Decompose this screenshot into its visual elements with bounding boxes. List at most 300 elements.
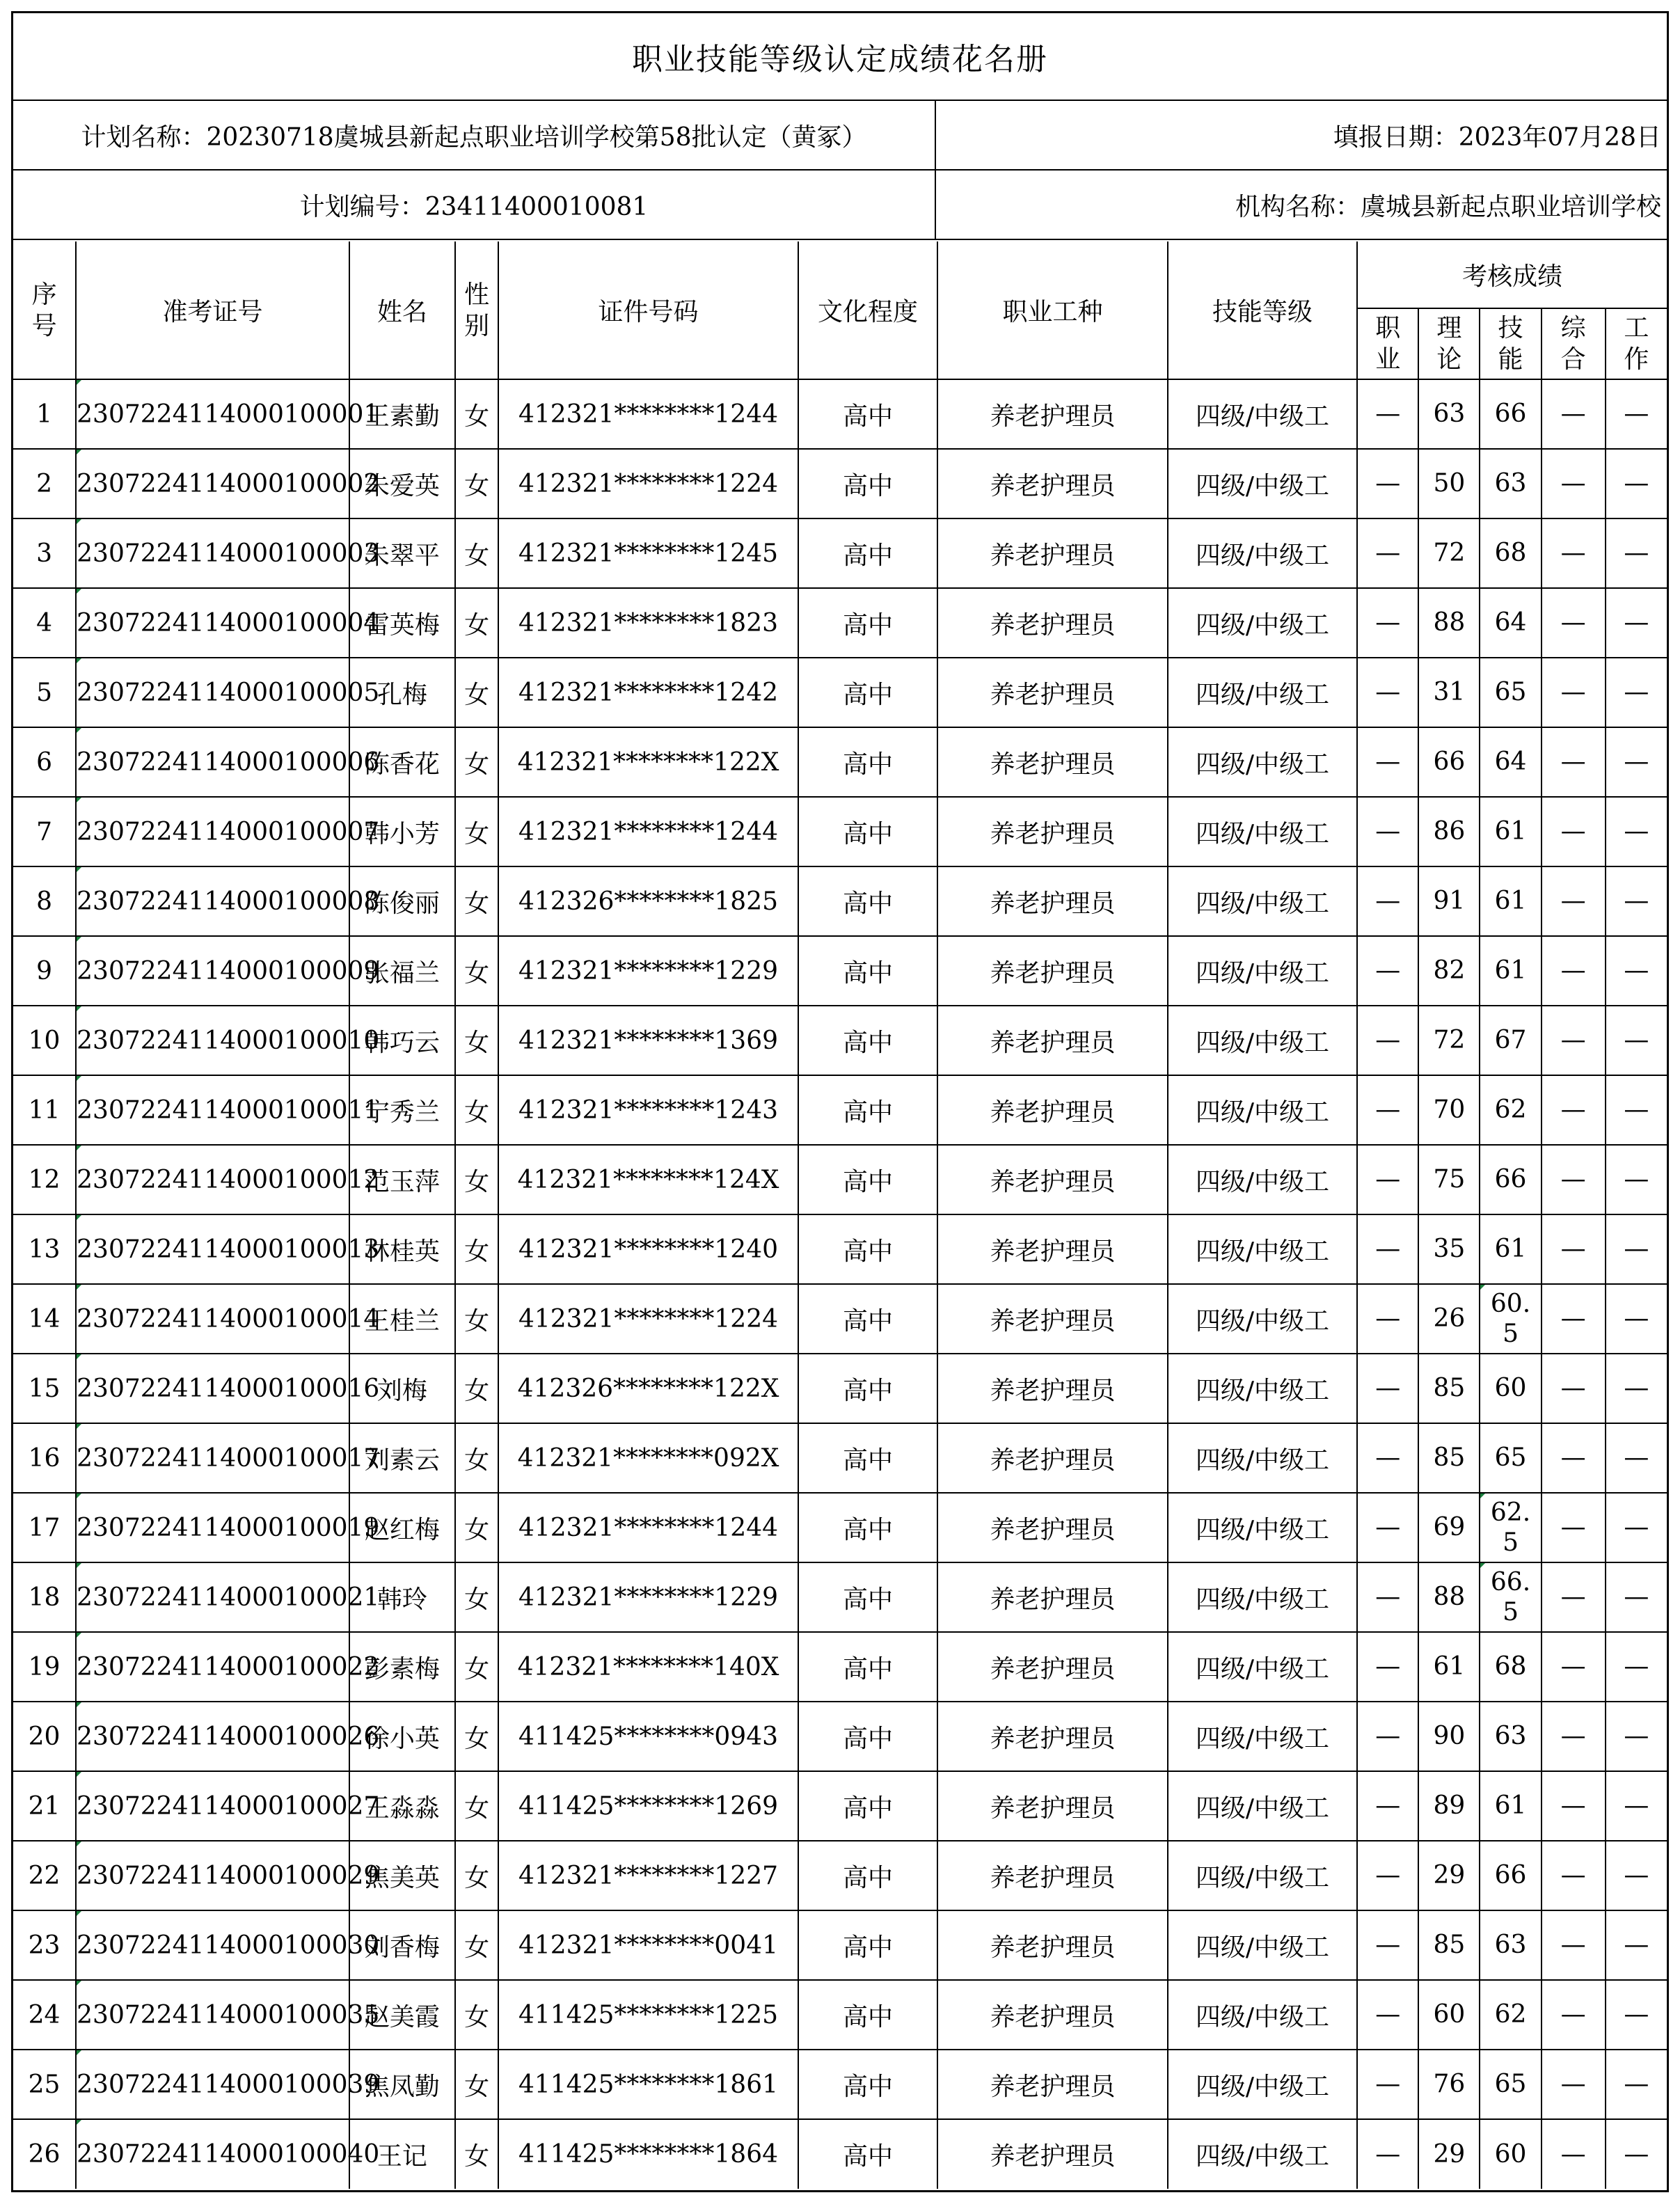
row-gender: 女	[455, 449, 498, 518]
row-occupation: 养老护理员	[937, 2119, 1168, 2189]
row-id-no: 411425********1269	[498, 1771, 798, 1841]
row-name: 王记	[349, 2119, 455, 2189]
row-level: 四级/中级工	[1168, 1354, 1357, 1423]
header-score-theory: 理 论	[1418, 308, 1480, 379]
row-score-theory: 69	[1418, 1493, 1480, 1562]
row-score-overall: —	[1542, 658, 1606, 727]
row-id-no: 412321********124X	[498, 1145, 798, 1214]
row-gender: 女	[455, 866, 498, 936]
row-occupation: 养老护理员	[937, 1354, 1168, 1423]
row-education: 高中	[798, 1006, 937, 1075]
row-score-occupation: —	[1357, 1145, 1418, 1214]
table-row	[13, 1841, 1667, 1910]
row-education: 高中	[798, 1423, 937, 1493]
row-seq: 11	[13, 1075, 76, 1145]
row-score-work: —	[1606, 1145, 1667, 1214]
row-score-work: —	[1606, 1910, 1667, 1980]
row-occupation: 养老护理员	[937, 1423, 1168, 1493]
row-score-overall: —	[1542, 1354, 1606, 1423]
row-education: 高中	[798, 449, 937, 518]
org-name: 机构名称：虞城县新起点职业培训学校	[1235, 192, 1661, 221]
row-level: 四级/中级工	[1168, 1075, 1357, 1145]
row-occupation: 养老护理员	[937, 658, 1168, 727]
row-name: 彭素梅	[349, 1632, 455, 1702]
row-occupation: 养老护理员	[937, 936, 1168, 1006]
row-exam-no: 2307224114000100040	[76, 2119, 349, 2189]
row-exam-no: 2307224114000100003	[76, 518, 349, 588]
row-score-work: —	[1606, 866, 1667, 936]
row-education: 高中	[798, 1562, 937, 1632]
row-name: 徐小英	[349, 1702, 455, 1771]
row-education: 高中	[798, 1145, 937, 1214]
header-scores: 考核成绩	[1357, 241, 1667, 308]
row-id-no: 412321********0041	[498, 1910, 798, 1980]
row-score-skill: 63	[1480, 1910, 1541, 1980]
row-name: 宁秀兰	[349, 1075, 455, 1145]
row-education: 高中	[798, 658, 937, 727]
row-seq: 16	[13, 1423, 76, 1493]
row-exam-no: 2307224114000100009	[76, 936, 349, 1006]
row-education: 高中	[798, 1632, 937, 1702]
table-row	[13, 1075, 1667, 1145]
row-score-theory: 82	[1418, 936, 1480, 1006]
row-level: 四级/中级工	[1168, 1910, 1357, 1980]
row-occupation: 养老护理员	[937, 449, 1168, 518]
row-score-work: —	[1606, 1980, 1667, 2050]
row-seq: 6	[13, 727, 76, 797]
row-name: 韩小芳	[349, 797, 455, 866]
row-seq: 8	[13, 866, 76, 936]
row-gender: 女	[455, 727, 498, 797]
row-score-occupation: —	[1357, 1075, 1418, 1145]
table-row	[13, 2050, 1667, 2119]
row-education: 高中	[798, 797, 937, 866]
row-occupation: 养老护理员	[937, 1980, 1168, 2050]
row-seq: 13	[13, 1214, 76, 1284]
row-gender: 女	[455, 1980, 498, 2050]
row-level: 四级/中级工	[1168, 658, 1357, 727]
row-education: 高中	[798, 1910, 937, 1980]
header-exam-no: 准考证号	[76, 241, 349, 379]
row-id-no: 412321********1242	[498, 658, 798, 727]
row-gender: 女	[455, 2050, 498, 2119]
row-score-work: —	[1606, 2119, 1667, 2189]
row-level: 四级/中级工	[1168, 1702, 1357, 1771]
row-seq: 4	[13, 588, 76, 658]
row-level: 四级/中级工	[1168, 2119, 1357, 2189]
row-score-occupation: —	[1357, 588, 1418, 658]
row-seq: 19	[13, 1632, 76, 1702]
row-score-occupation: —	[1357, 1214, 1418, 1284]
row-id-no: 412326********122X	[498, 1354, 798, 1423]
row-exam-no: 2307224114000100017	[76, 1423, 349, 1493]
row-seq: 23	[13, 1910, 76, 1980]
row-score-theory: 61	[1418, 1632, 1480, 1702]
row-score-theory: 85	[1418, 1354, 1480, 1423]
row-score-work: —	[1606, 1771, 1667, 1841]
row-gender: 女	[455, 1493, 498, 1562]
header-level: 技能等级	[1168, 241, 1357, 379]
row-score-theory: 72	[1418, 1006, 1480, 1075]
row-gender: 女	[455, 1632, 498, 1702]
row-name: 王桂兰	[349, 1284, 455, 1354]
table-row	[13, 1702, 1667, 1771]
row-id-no: 412321********140X	[498, 1632, 798, 1702]
row-name: 王淼淼	[349, 1771, 455, 1841]
row-name: 刘香梅	[349, 1910, 455, 1980]
row-score-work: —	[1606, 658, 1667, 727]
row-name: 陈俊丽	[349, 866, 455, 936]
row-score-skill: 66	[1480, 379, 1541, 449]
row-score-theory: 70	[1418, 1075, 1480, 1145]
row-name: 林桂英	[349, 1214, 455, 1284]
row-name: 刘素云	[349, 1423, 455, 1493]
row-score-skill: 62	[1480, 1075, 1541, 1145]
row-score-overall: —	[1542, 379, 1606, 449]
row-score-theory: 26	[1418, 1284, 1480, 1354]
row-score-occupation: —	[1357, 379, 1418, 449]
row-score-skill: 61	[1480, 1214, 1541, 1284]
row-score-skill: 60.5	[1480, 1284, 1541, 1354]
row-level: 四级/中级工	[1168, 1980, 1357, 2050]
table-row	[13, 2119, 1667, 2189]
header-score-overall: 综 合	[1542, 308, 1606, 379]
table-row	[13, 1006, 1667, 1075]
row-education: 高中	[798, 866, 937, 936]
row-level: 四级/中级工	[1168, 449, 1357, 518]
header-score-skill: 技 能	[1480, 308, 1541, 379]
row-occupation: 养老护理员	[937, 1632, 1168, 1702]
plan-code: 计划编号：23411400010081	[13, 171, 936, 239]
row-score-work: —	[1606, 1423, 1667, 1493]
row-score-theory: 88	[1418, 1562, 1480, 1632]
row-score-work: —	[1606, 1006, 1667, 1075]
row-occupation: 养老护理员	[937, 1145, 1168, 1214]
row-exam-no: 2307224114000100007	[76, 797, 349, 866]
row-score-skill: 64	[1480, 727, 1541, 797]
header-id-no: 证件号码	[498, 241, 798, 379]
row-score-occupation: —	[1357, 1006, 1418, 1075]
row-occupation: 养老护理员	[937, 588, 1168, 658]
row-level: 四级/中级工	[1168, 1493, 1357, 1562]
row-name: 韩玲	[349, 1562, 455, 1632]
row-gender: 女	[455, 658, 498, 727]
row-level: 四级/中级工	[1168, 1562, 1357, 1632]
row-occupation: 养老护理员	[937, 1284, 1168, 1354]
table-row	[13, 1562, 1667, 1632]
row-occupation: 养老护理员	[937, 1841, 1168, 1910]
row-level: 四级/中级工	[1168, 1214, 1357, 1284]
row-id-no: 411425********1864	[498, 2119, 798, 2189]
row-score-overall: —	[1542, 1214, 1606, 1284]
row-score-theory: 90	[1418, 1702, 1480, 1771]
row-score-skill: 66	[1480, 1841, 1541, 1910]
row-score-work: —	[1606, 2050, 1667, 2119]
row-score-theory: 50	[1418, 449, 1480, 518]
row-name: 朱爱英	[349, 449, 455, 518]
row-gender: 女	[455, 1702, 498, 1771]
row-seq: 22	[13, 1841, 76, 1910]
row-id-no: 412321********1229	[498, 936, 798, 1006]
row-score-occupation: —	[1357, 1632, 1418, 1702]
row-exam-no: 2307224114000100008	[76, 866, 349, 936]
row-score-skill: 61	[1480, 936, 1541, 1006]
row-id-no: 412321********1224	[498, 449, 798, 518]
row-education: 高中	[798, 2050, 937, 2119]
row-level: 四级/中级工	[1168, 1284, 1357, 1354]
row-gender: 女	[455, 1771, 498, 1841]
row-id-no: 412321********1240	[498, 1214, 798, 1284]
row-score-overall: —	[1542, 449, 1606, 518]
row-seq: 2	[13, 449, 76, 518]
row-score-overall: —	[1542, 797, 1606, 866]
row-score-overall: —	[1542, 2050, 1606, 2119]
row-gender: 女	[455, 518, 498, 588]
row-exam-no: 2307224114000100010	[76, 1006, 349, 1075]
row-score-occupation: —	[1357, 2050, 1418, 2119]
row-score-occupation: —	[1357, 1841, 1418, 1910]
row-seq: 3	[13, 518, 76, 588]
row-education: 高中	[798, 1075, 937, 1145]
row-score-skill: 65	[1480, 658, 1541, 727]
row-gender: 女	[455, 588, 498, 658]
row-seq: 18	[13, 1562, 76, 1632]
row-exam-no: 2307224114000100016	[76, 1354, 349, 1423]
row-id-no: 412321********1244	[498, 379, 798, 449]
table-row	[13, 1493, 1667, 1562]
row-id-no: 412321********1243	[498, 1075, 798, 1145]
row-occupation: 养老护理员	[937, 1006, 1168, 1075]
row-id-no: 411425********1861	[498, 2050, 798, 2119]
plan-name: 计划名称：20230718虞城县新起点职业培训学校第58批认定（黄冢）	[13, 101, 936, 169]
row-score-work: —	[1606, 797, 1667, 866]
row-score-occupation: —	[1357, 1562, 1418, 1632]
row-score-overall: —	[1542, 1702, 1606, 1771]
row-level: 四级/中级工	[1168, 1145, 1357, 1214]
row-score-overall: —	[1542, 1562, 1606, 1632]
row-gender: 女	[455, 1214, 498, 1284]
row-occupation: 养老护理员	[937, 379, 1168, 449]
table-row	[13, 936, 1667, 1006]
row-score-skill: 64	[1480, 588, 1541, 658]
row-gender: 女	[455, 1354, 498, 1423]
row-score-work: —	[1606, 936, 1667, 1006]
row-score-work: —	[1606, 1354, 1667, 1423]
row-seq: 14	[13, 1284, 76, 1354]
row-occupation: 养老护理员	[937, 1702, 1168, 1771]
fill-date: 填报日期：2023年07月28日	[1333, 122, 1661, 152]
row-level: 四级/中级工	[1168, 518, 1357, 588]
row-score-work: —	[1606, 1493, 1667, 1562]
row-score-occupation: —	[1357, 1284, 1418, 1354]
row-score-work: —	[1606, 449, 1667, 518]
row-score-theory: 88	[1418, 588, 1480, 658]
roster-sheet	[11, 11, 1669, 2192]
table-row	[13, 866, 1667, 936]
row-score-theory: 60	[1418, 1980, 1480, 2050]
row-name: 范玉萍	[349, 1145, 455, 1214]
row-gender: 女	[455, 1284, 498, 1354]
row-exam-no: 2307224114000100002	[76, 449, 349, 518]
row-id-no: 412321********1227	[498, 1841, 798, 1910]
row-name: 刘梅	[349, 1354, 455, 1423]
row-score-overall: —	[1542, 1145, 1606, 1214]
row-score-skill: 61	[1480, 797, 1541, 866]
row-score-work: —	[1606, 1841, 1667, 1910]
row-score-overall: —	[1542, 2119, 1606, 2189]
row-education: 高中	[798, 936, 937, 1006]
row-score-work: —	[1606, 518, 1667, 588]
row-id-no: 412321********1244	[498, 1493, 798, 1562]
row-seq: 21	[13, 1771, 76, 1841]
table-row	[13, 449, 1667, 518]
row-exam-no: 2307224114000100019	[76, 1493, 349, 1562]
row-score-skill: 67	[1480, 1006, 1541, 1075]
header-education: 文化程度	[798, 241, 937, 379]
row-score-overall: —	[1542, 1284, 1606, 1354]
table-row	[13, 1284, 1667, 1354]
row-exam-no: 2307224114000100005	[76, 658, 349, 727]
row-seq: 24	[13, 1980, 76, 2050]
row-gender: 女	[455, 379, 498, 449]
row-level: 四级/中级工	[1168, 1771, 1357, 1841]
row-score-skill: 61	[1480, 1771, 1541, 1841]
row-score-occupation: —	[1357, 518, 1418, 588]
row-name: 王素勤	[349, 379, 455, 449]
table-row	[13, 797, 1667, 866]
plan-info-row	[13, 101, 1667, 171]
row-id-no: 411425********1225	[498, 1980, 798, 2050]
table-row	[13, 1145, 1667, 1214]
row-score-overall: —	[1542, 588, 1606, 658]
row-score-work: —	[1606, 727, 1667, 797]
row-level: 四级/中级工	[1168, 1423, 1357, 1493]
row-score-skill: 63	[1480, 449, 1541, 518]
row-score-occupation: —	[1357, 1702, 1418, 1771]
row-exam-no: 2307224114000100035	[76, 1980, 349, 2050]
row-score-overall: —	[1542, 1075, 1606, 1145]
row-score-occupation: —	[1357, 2119, 1418, 2189]
header-score-work: 工 作	[1606, 308, 1667, 379]
row-occupation: 养老护理员	[937, 2050, 1168, 2119]
row-score-skill: 63	[1480, 1702, 1541, 1771]
row-score-occupation: —	[1357, 866, 1418, 936]
row-education: 高中	[798, 379, 937, 449]
table-row	[13, 518, 1667, 588]
row-level: 四级/中级工	[1168, 1632, 1357, 1702]
row-name: 雷英梅	[349, 588, 455, 658]
row-level: 四级/中级工	[1168, 379, 1357, 449]
row-score-theory: 89	[1418, 1771, 1480, 1841]
row-seq: 17	[13, 1493, 76, 1562]
row-education: 高中	[798, 1214, 937, 1284]
header-seq: 序 号	[13, 241, 76, 379]
row-score-occupation: —	[1357, 1423, 1418, 1493]
row-score-theory: 29	[1418, 1841, 1480, 1910]
row-name: 张福兰	[349, 936, 455, 1006]
row-exam-no: 2307224114000100027	[76, 1771, 349, 1841]
row-id-no: 412321********1369	[498, 1006, 798, 1075]
row-exam-no: 2307224114000100026	[76, 1702, 349, 1771]
row-score-skill: 60	[1480, 1354, 1541, 1423]
row-exam-no: 2307224114000100030	[76, 1910, 349, 1980]
row-education: 高中	[798, 727, 937, 797]
row-exam-no: 2307224114000100039	[76, 2050, 349, 2119]
row-gender: 女	[455, 936, 498, 1006]
row-seq: 25	[13, 2050, 76, 2119]
row-id-no: 412321********1244	[498, 797, 798, 866]
table-row	[13, 1214, 1667, 1284]
row-score-occupation: —	[1357, 936, 1418, 1006]
table-row	[13, 658, 1667, 727]
row-level: 四级/中级工	[1168, 936, 1357, 1006]
row-score-overall: —	[1542, 727, 1606, 797]
row-id-no: 412326********1825	[498, 866, 798, 936]
table-row	[13, 1354, 1667, 1423]
row-occupation: 养老护理员	[937, 1214, 1168, 1284]
score-table	[13, 241, 1667, 2189]
row-score-theory: 72	[1418, 518, 1480, 588]
row-exam-no: 2307224114000100021	[76, 1562, 349, 1632]
table-row	[13, 379, 1667, 449]
row-score-overall: —	[1542, 1423, 1606, 1493]
row-score-overall: —	[1542, 936, 1606, 1006]
row-exam-no: 2307224114000100022	[76, 1632, 349, 1702]
row-exam-no: 2307224114000100029	[76, 1841, 349, 1910]
row-education: 高中	[798, 518, 937, 588]
row-name: 韩巧云	[349, 1006, 455, 1075]
row-level: 四级/中级工	[1168, 588, 1357, 658]
row-score-overall: —	[1542, 1980, 1606, 2050]
row-score-skill: 65	[1480, 2050, 1541, 2119]
row-gender: 女	[455, 1075, 498, 1145]
row-gender: 女	[455, 1562, 498, 1632]
row-occupation: 养老护理员	[937, 1562, 1168, 1632]
row-score-occupation: —	[1357, 1980, 1418, 2050]
row-id-no: 412321********1224	[498, 1284, 798, 1354]
row-occupation: 养老护理员	[937, 1075, 1168, 1145]
row-seq: 20	[13, 1702, 76, 1771]
row-level: 四级/中级工	[1168, 866, 1357, 936]
row-exam-no: 2307224114000100004	[76, 588, 349, 658]
row-score-overall: —	[1542, 1910, 1606, 1980]
row-score-theory: 86	[1418, 797, 1480, 866]
row-score-skill: 68	[1480, 518, 1541, 588]
row-name: 焦凤勤	[349, 2050, 455, 2119]
header-gender: 性 别	[455, 241, 498, 379]
row-name: 焦美英	[349, 1841, 455, 1910]
row-occupation: 养老护理员	[937, 1771, 1168, 1841]
row-score-work: —	[1606, 1075, 1667, 1145]
header-name: 姓名	[349, 241, 455, 379]
row-level: 四级/中级工	[1168, 797, 1357, 866]
row-score-theory: 63	[1418, 379, 1480, 449]
table-row	[13, 1423, 1667, 1493]
row-occupation: 养老护理员	[937, 518, 1168, 588]
row-score-work: —	[1606, 1632, 1667, 1702]
page-title: 职业技能等级认定成绩花名册	[13, 13, 1667, 101]
row-exam-no: 2307224114000100006	[76, 727, 349, 797]
row-gender: 女	[455, 797, 498, 866]
row-score-work: —	[1606, 1284, 1667, 1354]
row-score-occupation: —	[1357, 1771, 1418, 1841]
row-score-theory: 66	[1418, 727, 1480, 797]
row-score-overall: —	[1542, 1841, 1606, 1910]
row-occupation: 养老护理员	[937, 866, 1168, 936]
row-education: 高中	[798, 1354, 937, 1423]
row-id-no: 412321********092X	[498, 1423, 798, 1493]
row-name: 赵红梅	[349, 1493, 455, 1562]
